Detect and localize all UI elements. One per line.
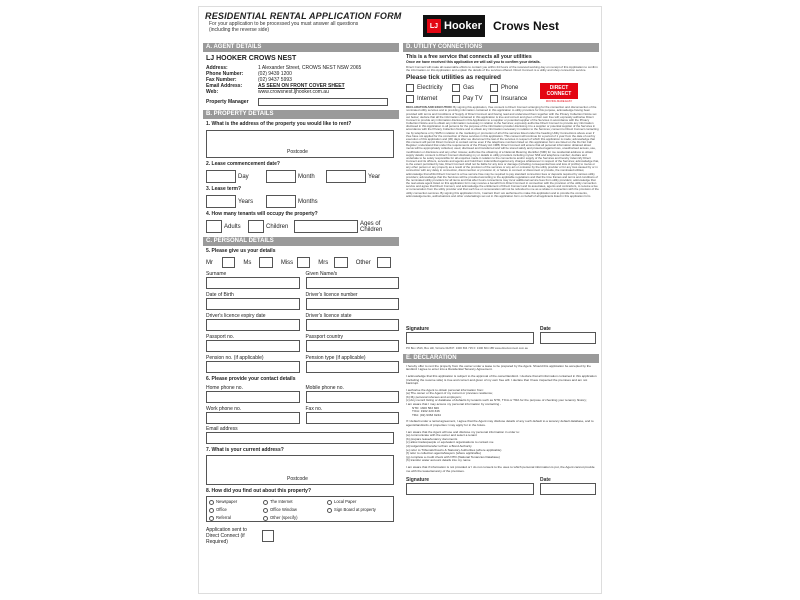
children-label: Children	[266, 223, 289, 230]
field-label: Pension no. (if applicable)	[206, 355, 264, 361]
section-utility-heading: D. UTILITY CONNECTIONS	[403, 43, 599, 52]
field-pair-row	[206, 313, 399, 331]
agent-rows	[206, 65, 399, 95]
field-input[interactable]	[306, 361, 400, 373]
day-label: Day	[238, 173, 249, 180]
list-item: (a) communicate with the owner and select a tenant	[406, 433, 477, 438]
agent-row-label: Email Address:	[206, 83, 243, 89]
source-option[interactable]	[263, 499, 327, 505]
field-input[interactable]	[206, 319, 300, 331]
months-label: Months	[298, 198, 318, 205]
field-label: Mobile phone no.	[305, 385, 344, 391]
field-pair-row	[206, 334, 399, 352]
source-option-label: The Internet	[270, 499, 293, 504]
agent-name: LJ HOOKER CROWS NEST	[206, 55, 297, 62]
field-input[interactable]	[306, 298, 400, 310]
utility-option-label: Gas	[463, 84, 475, 91]
direct-connect-logo: DIRECT CONNECT MOVING MADE EASY	[540, 83, 578, 103]
list-item: (c) Any record listing or database of defaults by tenants such as NTD, TICA or TRA for the purpose of checking your tenancy history;	[406, 398, 587, 403]
property-manager-label: Property Manager	[206, 99, 249, 105]
source-option-label: Sign Board at property	[334, 507, 376, 512]
years-label: Years	[238, 198, 254, 205]
source-option-label: Referral	[216, 515, 231, 520]
source-options	[209, 499, 391, 521]
source-option[interactable]	[209, 507, 263, 513]
year-label: Year	[368, 173, 381, 180]
field-input[interactable]	[206, 277, 300, 289]
field-label: Driver's licence number	[305, 292, 358, 298]
utility-checkbox[interactable]	[490, 95, 498, 103]
question-6: 6. Please provide your contact details	[206, 376, 296, 382]
utility-checkbox[interactable]	[490, 84, 498, 92]
source-option-label: Local Paper	[334, 499, 357, 504]
postcode-label: Postcode	[287, 149, 308, 155]
section-declaration-heading: E. DECLARATION	[403, 354, 599, 363]
field-input[interactable]	[306, 319, 400, 331]
tenancy-database-contacts	[406, 407, 599, 418]
declaration-body	[403, 365, 599, 495]
source-option-label: Office	[216, 507, 227, 512]
agent-row-value: (02) 9439 1200	[258, 71, 292, 77]
source-option[interactable]	[263, 507, 327, 513]
source-option[interactable]	[209, 515, 263, 521]
field-pair-row	[206, 355, 399, 373]
agent-row-value: www.crowsnest.ljhooker.com.au	[258, 89, 329, 95]
declaration-p5: I am aware that the Agent will use and disclose my personal information in order to:	[406, 429, 520, 434]
title-miss-label: Miss	[280, 259, 294, 266]
utility-date-label: Date	[540, 326, 551, 333]
contact-item: TICA: 1902 220 346	[412, 409, 440, 414]
field-input[interactable]	[206, 412, 300, 424]
field-label: Passport no.	[206, 334, 235, 340]
source-radio[interactable]	[263, 516, 268, 521]
source-option-label: Other (specify)	[270, 515, 298, 520]
utility-option-pay-tv[interactable]	[452, 95, 490, 104]
utility-checkbox[interactable]	[406, 84, 414, 92]
field-label: Home phone no.	[206, 385, 243, 391]
source-radio[interactable]	[327, 508, 332, 513]
field-label: Fax no.	[305, 406, 323, 412]
field-cell	[306, 313, 400, 331]
field-label: Date of Birth	[206, 292, 234, 298]
field-label: Driver's licence state	[305, 313, 352, 319]
application-form-page	[198, 6, 602, 594]
question-4: 4. How many tenants will occupy the property?	[206, 211, 318, 217]
list-item: (h) transfer water account details into my name	[406, 458, 471, 463]
field-label: Work phone no.	[206, 406, 242, 412]
direct-connect-footer: PO Box 1516, Box Hill, Victoria 3128 P: 1300 664 715 F: 1300 664 185 www.directconnect.com.au	[406, 346, 528, 351]
form-subtitle: For your application to be processed you must answer all questions (including the reverse side)	[209, 21, 359, 33]
confirm-text: Once we have received this application we will call you to confirm your details.	[406, 60, 541, 64]
declaration-signature-field[interactable]	[406, 483, 534, 495]
declaration-list-2	[406, 434, 599, 463]
email-label: Email address	[206, 426, 238, 432]
utility-option-electricity[interactable]	[406, 83, 452, 92]
source-radio[interactable]	[263, 508, 268, 513]
question-7: 7. What is your current address?	[206, 447, 284, 453]
utility-option-internet[interactable]	[406, 95, 452, 104]
field-input[interactable]	[306, 277, 400, 289]
field-input[interactable]	[306, 340, 400, 352]
field-cell	[306, 292, 400, 310]
lease-year-field[interactable]	[326, 170, 366, 183]
utility-option-label: Insurance	[501, 96, 528, 103]
field-cell	[206, 406, 300, 424]
right-column	[403, 43, 599, 495]
adults-label: Adults	[224, 223, 241, 230]
declaration-list-1	[406, 392, 599, 406]
utility-options	[406, 83, 530, 103]
field-input[interactable]	[306, 412, 400, 424]
title-mr-label: Mr	[206, 259, 213, 266]
field-label: Passport country	[305, 334, 344, 340]
agent-row-label: Phone Number:	[206, 71, 244, 77]
field-input[interactable]	[206, 391, 300, 403]
field-cell	[206, 334, 300, 352]
field-input[interactable]	[306, 391, 400, 403]
field-cell	[206, 355, 300, 373]
list-item: (a) The owner or the Agent of my current or previous residence;	[406, 391, 493, 396]
sent-label: Application sent to Direct Connect (if Required)	[206, 527, 247, 545]
agent-details	[203, 54, 399, 106]
source-radio[interactable]	[209, 516, 214, 521]
utility-option-insurance[interactable]	[490, 95, 530, 104]
declaration-date-label: Date	[540, 477, 551, 484]
title-options	[206, 257, 399, 268]
question-2: 2. Lease commencement date?	[206, 161, 280, 167]
field-cell	[206, 292, 300, 310]
utility-option-phone[interactable]	[490, 83, 530, 92]
field-label: Driver's licence expiry date	[206, 313, 266, 319]
declaration-p2: I acknowledge that this application is subject to the approval of the owner/landlord. I declare that all information contained in this application (including the reverse side) is true and correct and given of my own free will. I declare that I have inspected the premises and am not bankrupt.	[406, 373, 597, 386]
agent-row	[206, 89, 399, 95]
property-address-field[interactable]	[206, 130, 394, 158]
list-item: (d) lodge/claim/transfer to/from a Bond Authority	[406, 444, 472, 448]
field-pair-row	[206, 271, 399, 289]
contact-fields	[206, 385, 399, 424]
lease-years-field[interactable]	[206, 195, 236, 208]
agent-row-value: (02) 9437 5993	[258, 77, 292, 83]
contact-item: NTD: 1300 563 826	[412, 405, 440, 410]
source-radio[interactable]	[263, 500, 268, 505]
title-ms-checkbox[interactable]	[259, 257, 273, 268]
agent-row-value: 1 Alexander Street, CROWS NEST NSW 2065	[258, 65, 362, 71]
field-input[interactable]	[206, 298, 300, 310]
field-label: Pension type (if applicable)	[305, 355, 366, 361]
personal-details	[203, 248, 399, 545]
personal-fields	[206, 271, 399, 373]
title-ms-label: Ms	[243, 259, 252, 266]
title-mrs-label: Mrs	[318, 259, 329, 266]
section-property-heading: B. PROPERTY DETAILS	[203, 110, 399, 119]
form-title: RESIDENTIAL RENTAL APPLICATION FORM	[205, 11, 402, 21]
utility-date-field[interactable]	[540, 332, 596, 344]
declaration-signature-label: Signature	[406, 477, 430, 484]
list-item: (e) refer to Tribunals/Courts & Statutory Authorities (where applicable)	[406, 447, 502, 452]
agent-row-label: Fax Number:	[206, 77, 237, 83]
month-label: Month	[298, 173, 315, 180]
free-service-text: This is a free service that connects all your utilities	[406, 54, 532, 60]
utility-signature-label: Signature	[406, 326, 430, 333]
title-other-label: Other	[355, 259, 371, 266]
tick-utilities-text: Please tick utilities as required	[406, 74, 502, 82]
question-1: 1. What is the address of the property you would like to rent?	[206, 121, 352, 127]
section-personal-heading: C. PERSONAL DETAILS	[203, 237, 399, 246]
list-item: (c) allow tradespeople or equivalent organisations to contact me	[406, 440, 494, 445]
source-radio[interactable]	[327, 500, 332, 505]
question-3: 3. Lease term?	[206, 186, 242, 192]
agent-row-label: Web:	[206, 89, 219, 95]
list-item: I am aware that I may access my personal information by contacting -	[406, 402, 502, 407]
children-count-field[interactable]	[248, 220, 264, 233]
field-input[interactable]	[206, 340, 300, 352]
source-option[interactable]	[327, 499, 393, 505]
title-mrs-checkbox[interactable]	[334, 257, 348, 268]
question-5: 5. Please give us your details	[206, 248, 276, 254]
lj-hooker-logo: LJ Hooker	[423, 15, 485, 37]
lease-months-field[interactable]	[266, 195, 296, 208]
field-input[interactable]	[206, 361, 300, 373]
email-field[interactable]	[206, 432, 394, 444]
field-pair-row	[206, 292, 399, 310]
field-cell	[206, 313, 300, 331]
lease-day-field[interactable]	[206, 170, 236, 183]
agent-row-label: Address:	[206, 65, 228, 71]
field-cell	[206, 271, 300, 289]
source-option[interactable]	[327, 507, 393, 513]
source-options-box	[206, 496, 394, 522]
ages-label: Ages of Children	[360, 220, 383, 233]
section-agent-heading: A. AGENT DETAILS	[203, 43, 399, 52]
left-column	[203, 43, 399, 545]
utility-signature-field[interactable]	[406, 332, 534, 344]
utility-option-label: Internet	[417, 96, 438, 103]
utility-option-gas[interactable]	[452, 83, 490, 92]
utility-checkbox[interactable]	[406, 95, 414, 103]
declaration-p1: I hereby offer to rent the property from the owner under a lease to be prepared by the Agent. Should this application be accepted by the landlord I agree to enter into a Residential Tenancy Agreement.	[406, 363, 591, 372]
utility-checkbox[interactable]	[452, 95, 460, 103]
field-cell	[306, 334, 400, 352]
sent-to-direct-connect-checkbox[interactable]	[262, 530, 274, 542]
list-item: (g) complete a credit check with NTD (National Tenancies Database)	[406, 454, 500, 459]
form-header	[203, 11, 599, 41]
source-radio[interactable]	[209, 508, 214, 513]
list-item: (b) prepare lease/tenancy documents	[406, 436, 458, 441]
source-option-label: Newspaper	[216, 499, 238, 504]
field-cell	[306, 355, 400, 373]
agent-row-value: AS SEEN ON FRONT COVER SHEET	[258, 83, 345, 89]
declaration-p4: If I default under a rental agreement, I agree that the Agent may disclose details of any such default to a tenancy default database, and to agents/landlords of properties I may apply for in the future.	[406, 419, 594, 428]
children-ages-field[interactable]	[294, 220, 358, 233]
list-item: (b) My personal referees and employers;	[406, 394, 462, 399]
utility-details	[403, 54, 599, 351]
current-address-field[interactable]	[206, 455, 394, 485]
field-cell	[306, 271, 400, 289]
source-option[interactable]	[263, 515, 327, 521]
field-pair-row	[206, 406, 399, 424]
declaration-date-field[interactable]	[540, 483, 596, 495]
title-mr-checkbox[interactable]	[222, 257, 236, 268]
field-cell	[206, 385, 300, 403]
field-cell	[306, 406, 400, 424]
contact-item: TRA: (02) 9363 9244	[412, 412, 441, 417]
property-manager-field[interactable]	[258, 98, 388, 106]
utility-option-label: Phone	[501, 84, 519, 91]
title-other-checkbox[interactable]	[377, 257, 391, 268]
utility-option-label: Pay TV	[463, 96, 483, 103]
utility-paragraph: Direct Connect will make all reasonable efforts to contact you within 24 hours of the received working day on receipt of this Application to confirm the information on this Application and explain the details of the services offered. Direct Connect is a utility and shop connection service.	[406, 64, 598, 72]
branch-name: Crows Nest	[493, 19, 560, 33]
declaration-execution-text: DECLARATION AND EXECUTION: By signing this application, I/we consent to Direct Connect arranging for the connection and disconnection of the nominated utility services and to providing information contained in this application to utility providers for this purpose, acknowledge having been provided with terms and Conditions of Supply of Direct Connect and having read and understood them together with the Privacy Collection Notice set out below; declare that all the information contained in this application is true and correct and given of their own free will; expressly authorise Direct Connect to provide any information disclosed in this Application to a supplier or potential supplier of the Services in accordance with the Privacy Collection Notice and to obtain any information necessary in relation to the Services; expressly authorise Direct Connect to provide any information disclosed in this Application to all persons for the purpose of the information provider disclosing it to a supplier or potential supplier of the Services in accordance with the Privacy Collection Notice and to obtain any information necessary in relation to the Services; consent to Direct Connect contacting me by telephone or by SMS in relation to the marketing or promotion of all of the services listed under the heading Utility Connections above even if I/we have not applied for the connection of those services in this application. This consent will continue for a period of 1 year from the date of our/my execution of this application and (30) days after we disconnect the last of the services in respect of which this application is made; acknowledge that this consent will permit Direct Connect to contact us/me even if the telephone numbers listed on this application form are listed on the Do Not Call Register; understand that under the requirements of the Privacy Act 1988, Direct Connect will ensure that all personal information obtained about me/us will be appropriately collected, used, disclosed and transferred and will be stored safely and protected against loss, unauthorised access, use, modification or disclosure and any other misuse; authorise the obtaining of a National Metering Identifier (NMI) for me residential address to obtain supply details; consent to Direct Connect disclosing my or details to utility providers including my/our NMI and telephone number; declare and undertake to be solely responsible for all enquiries made in relation to the connections and/or supply of the Services and hereby indemnify Direct Connect and its officers, servants and agents and hold them indemnified against any charges whatsoever in respect of the Services; acknowledge that, to the extent permitted by law, Direct Connect shall not be liable for any loss or damage (including consequential loss and loss of profits) to me/us or any other person or any property as a result of the provision of the services or any act or omission by the utility provider or for any loss caused by or in connection with any delay in connection, disconnection or provision of, or failure to connect or disconnect or provide, the nominated utilities; acknowledge that whilst Direct Connect is a free service I/we may be required to pay standard connection fees or deposits required by various utility providers; acknowledge that the Services will be provided according to the applicable regulations and that the time frames and terms and conditions of the nominated utility providers for all items and that after hours connections may incur additional service fees from utility providers; acknowledge that the real estate agent listed on this application form may receive a benefit from Direct Connect in connection with the provision of the utility connection service and agree that Direct Connect, and acknowledge the entitlement of Direct Connect and its associates, agents and contractors, to receive a fee or remuneration from the utility provider and that such fee or remuneration will not be refunded to me as a rebate in connection with the provision of the utility connection services. By signing this application form, I warrant that I am authorised to make this application and to provide the consents, acknowledgements, authorisations and other undertakings set out in this application form on behalf of all applicants listed in this application form.	[406, 106, 599, 198]
field-label: Surname	[206, 271, 227, 277]
declaration-p3: I authorise the Agent to obtain personal information from:	[406, 387, 484, 392]
declaration-p6: I am aware that if information is not provided or I do not consent to the uses to which personal information is put, the Agent cannot provide me with the lease/tenancy of the premises.	[406, 464, 595, 473]
question-8: 8. How did you find out about this property?	[206, 488, 311, 494]
utility-option-label: Electricity	[417, 84, 443, 91]
utility-checkbox[interactable]	[452, 84, 460, 92]
list-item: (f) refer to collection agents/lawyers (where applicable)	[406, 451, 481, 456]
field-pair-row	[206, 385, 399, 403]
adults-count-field[interactable]	[206, 220, 222, 233]
source-option-label: Office Window	[270, 507, 297, 512]
current-postcode-label: Postcode	[287, 476, 308, 482]
lease-month-field[interactable]	[266, 170, 296, 183]
field-label: Given Name/s	[305, 271, 338, 277]
property-details	[203, 121, 399, 233]
source-option[interactable]	[209, 499, 263, 505]
field-cell	[306, 385, 400, 403]
source-radio[interactable]	[209, 500, 214, 505]
title-miss-checkbox[interactable]	[297, 257, 311, 268]
